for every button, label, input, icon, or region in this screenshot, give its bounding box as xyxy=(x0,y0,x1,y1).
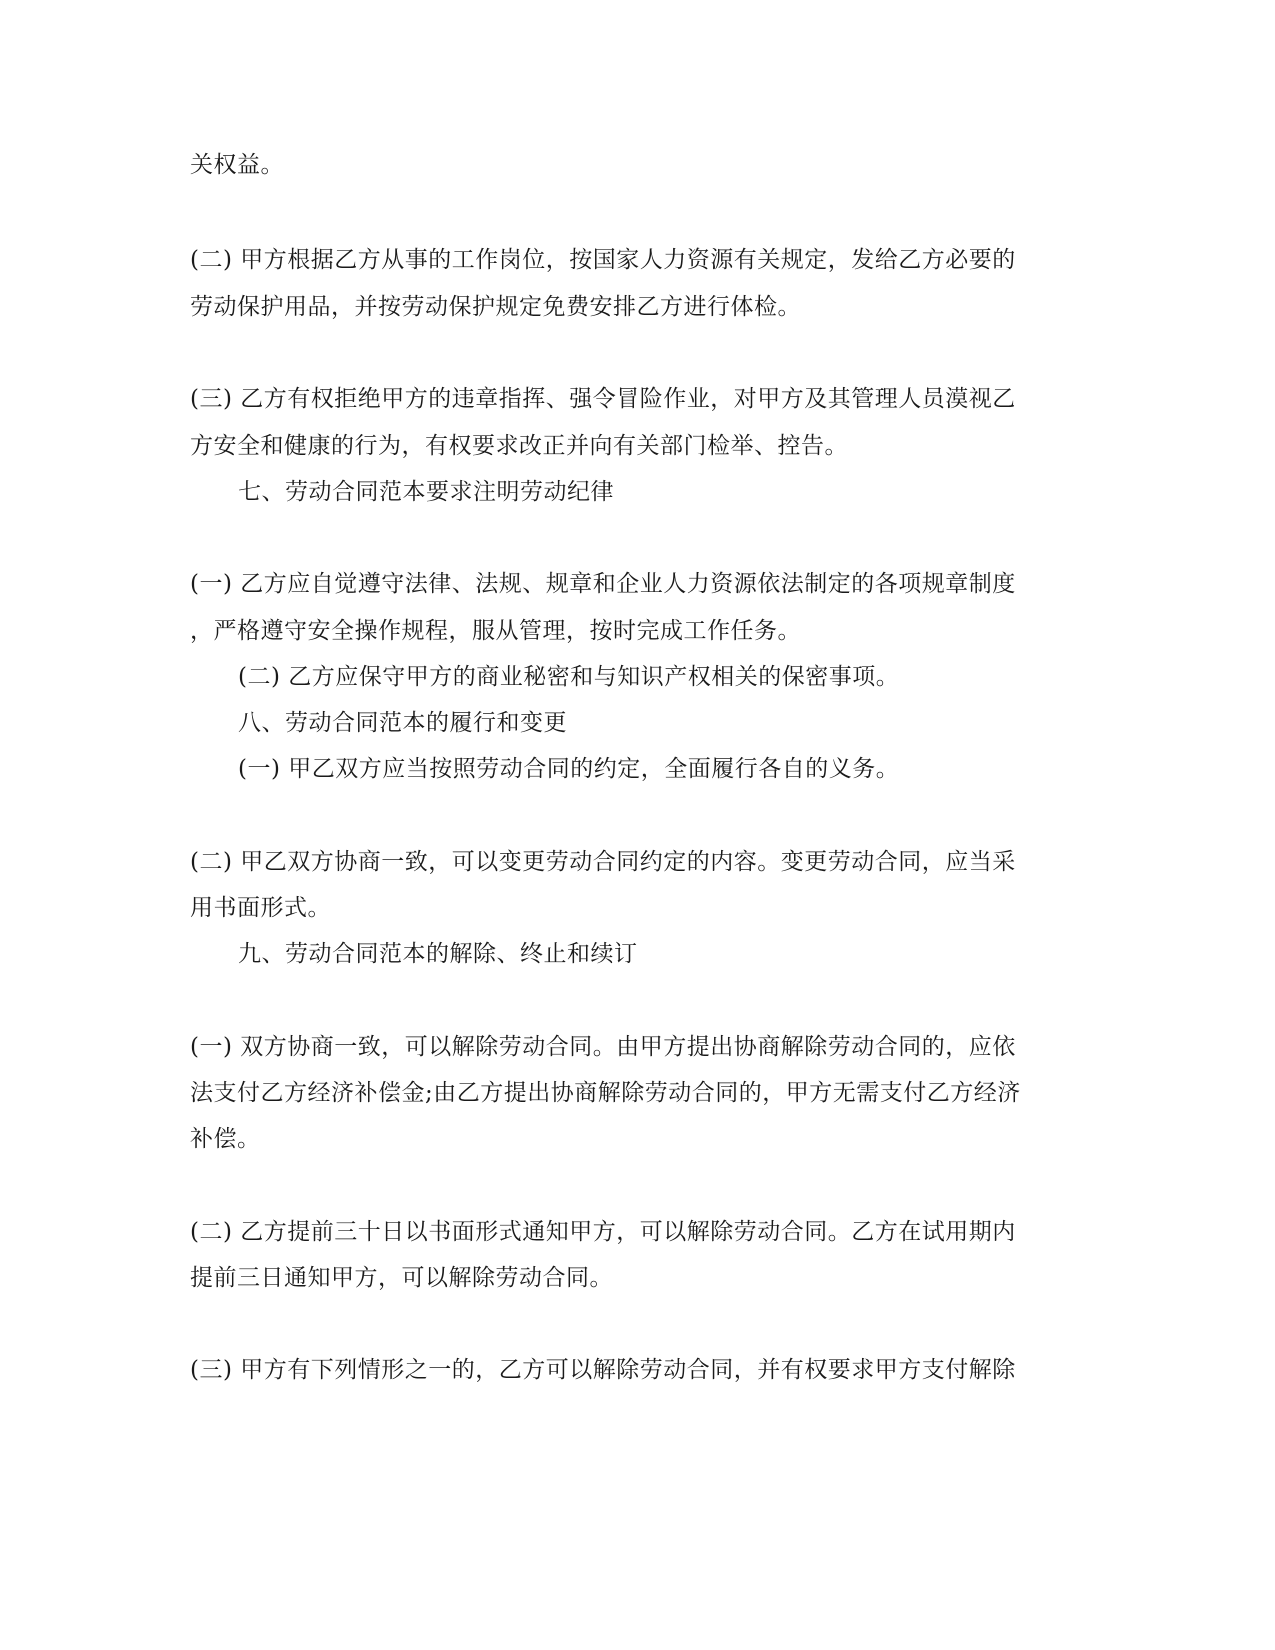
text-line: (三) 甲方有下列情形之一的，乙方可以解除劳动合同，并有权要求甲方支付解除 xyxy=(190,1357,1016,1383)
text-line: (二) 甲方根据乙方从事的工作岗位，按国家人力资源有关规定，发给乙方必要的 xyxy=(190,247,1016,273)
text-line: (二) 甲乙双方协商一致，可以变更劳动合同约定的内容。变更劳动合同，应当采 xyxy=(190,849,1016,875)
text-line: (二) 乙方提前三十日以书面形式通知甲方，可以解除劳动合同。乙方在试用期内 xyxy=(190,1219,1016,1245)
section-heading: 七、劳动合同范本要求注明劳动纪律 xyxy=(238,479,614,505)
text-line: 补偿。 xyxy=(190,1126,261,1152)
text-line: (一) 双方协商一致，可以解除劳动合同。由甲方提出协商解除劳动合同的，应依 xyxy=(190,1034,1016,1060)
text-line: 法支付乙方经济补偿金;由乙方提出协商解除劳动合同的，甲方无需支付乙方经济 xyxy=(190,1080,1021,1106)
section-heading: 八、劳动合同范本的履行和变更 xyxy=(238,710,567,736)
text-line: (二) 乙方应保守甲方的商业秘密和与知识产权相关的保密事项。 xyxy=(238,664,900,690)
text-line: (一) 甲乙双方应当按照劳动合同的约定，全面履行各自的义务。 xyxy=(238,756,900,782)
text-line: 关权益。 xyxy=(190,152,284,178)
text-line: ，严格遵守安全操作规程，服从管理，按时完成工作任务。 xyxy=(190,618,801,644)
text-line: (三) 乙方有权拒绝甲方的违章指挥、强令冒险作业，对甲方及其管理人员漠视乙 xyxy=(190,386,1016,412)
text-line: (一) 乙方应自觉遵守法律、法规、规章和企业人力资源依法制定的各项规章制度 xyxy=(190,571,1016,597)
text-line: 方安全和健康的行为，有权要求改正并向有关部门检举、控告。 xyxy=(190,433,848,459)
text-line: 用书面形式。 xyxy=(190,895,331,921)
text-line: 劳动保护用品，并按劳动保护规定免费安排乙方进行体检。 xyxy=(190,294,801,320)
text-line: 提前三日通知甲方，可以解除劳动合同。 xyxy=(190,1265,613,1291)
section-heading: 九、劳动合同范本的解除、终止和续订 xyxy=(238,941,638,967)
